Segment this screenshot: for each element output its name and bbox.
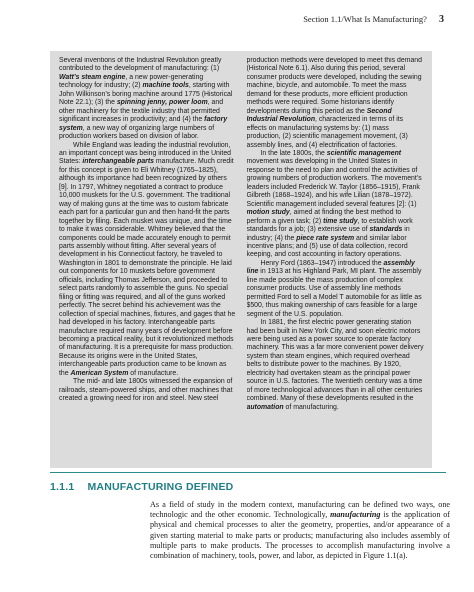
key-term: Second Industrial Revolution bbox=[246, 107, 392, 124]
key-term: interchangeable parts bbox=[82, 158, 154, 166]
text-run: In the late 1800s, the bbox=[260, 149, 327, 157]
key-term: factory system bbox=[59, 116, 228, 132]
text-run: Several inventions of the Industrial Revolution greatly contributed to the development of manufacturing: (1) bbox=[59, 57, 222, 73]
text-run: , a new power-generating technology for industry; (2) bbox=[59, 73, 204, 90]
key-term: machine tools bbox=[142, 82, 189, 90]
text-run: of manufacture. bbox=[128, 369, 179, 377]
section-heading bbox=[50, 481, 233, 493]
key-term: standards bbox=[369, 226, 403, 234]
key-term: automation bbox=[246, 403, 284, 411]
text-run: production methods were developed to meet this demand (Historical Note 6.1). Also during this period, several consumer products were developed, including the sewing machine, bicycle, and automobile. To meet the mass demand for these products, more efficient production methods were required. Some historians identify developments during this period as the bbox=[246, 57, 422, 115]
key-term: Watt’s steam engine bbox=[59, 73, 126, 81]
sidebar-column-left bbox=[59, 57, 237, 464]
text-run: in 1913 at his Highland Park, MI plant. The assembly line made possible the mass production of complex consumer products. Use of assembly line methods permitted Ford to sell a Model T automobile for as little as $500, thus making ownership of cars feasible for a large segment of the U.S. population. bbox=[246, 268, 422, 318]
key-term: spinning jenny, power loom bbox=[116, 99, 208, 107]
key-term: manufacturing bbox=[330, 510, 381, 520]
key-term: time study bbox=[323, 217, 358, 225]
section-title: MANUFACTURING DEFINED bbox=[87, 481, 234, 493]
sidebar-paragraph bbox=[59, 378, 237, 403]
key-term: motion study bbox=[246, 209, 290, 217]
sidebar-column-right bbox=[247, 57, 425, 464]
text-run: and similar labor incentive plans; and (5) use of data collection, record keeping, and cost accounting in factory operations. bbox=[246, 234, 408, 259]
sidebar-paragraph bbox=[247, 260, 425, 319]
sidebar-paragraph bbox=[59, 142, 237, 379]
text-run: in industry; (4) the bbox=[246, 226, 410, 242]
text-run: The mid- and late 1800s witnessed the expansion of railroads, steam-powered ships, and other machines that created a growing need for iron and steel. New steel bbox=[59, 378, 233, 403]
text-run: In 1881, the first electric power generating station had been built in New York City, and soon electric motors were being used as a power source to operate factory machinery. This was a far more convenient power delivery system than steam engines, which required overhead belts to distribute power to the machines. By 1920, electricity had overtaken steam as the principal power source in U.S. factories. The twentieth century was a time of more technological advances than in all other centuries combined. Many of these developments resulted in the bbox=[246, 319, 424, 403]
text-run: manufacture. Much credit for this concept is given to Eli Whitney (1765–1825), although its importance had been recognized by others [9]. In 1797, Whitney negotiated a contract to produce 10,000 muskets for the U.S. government. The traditional way of making guns at the time was to custom fabricate each part for a particular gun and then hand-fit the parts together by filing. Each musket was unique, and the time to make it was considerable. Whitney believed that the components could be made accurately enough to permit parts assembly without fitting. After several years of development in his Connecticut factory, he traveled to Washington in 1801 to demonstrate the principle. He laid out components for 10 muskets before government officials, including Thomas Jefferson, and proceeded to select parts randomly to assemble the guns. No special filing or fitting was required, and all of the guns worked perfectly. The secret behind his achievement was the collection of special machines, fixtures, and gages that he had developed in his factory. Interchangeable parts manufacture required many years of development before becoming a practical reality, but it revolutionized methods of manufacturing. It is a prerequisite for mass production. Because its origins were in the United States, interchangeable parts production came to be known as the bbox=[59, 158, 236, 377]
text-run: is the application of physical and chemical processes to alter the geometry, properties, and/or appearance of a given starting material to make parts or products; manufacturing also includes assembly of multiple parts to make products. The processes to accomplish manufacturing involve a combination of machinery, tools, power, and labor, as depicted in Figure 1.1(a). bbox=[150, 510, 450, 561]
text-run: , a new way of organizing large numbers of production workers based on division of labor. bbox=[59, 124, 215, 141]
text-run: of manufacturing. bbox=[283, 403, 339, 411]
key-term: assembly line bbox=[246, 259, 415, 276]
sidebar-paragraph bbox=[247, 150, 425, 260]
historical-note-sidebar bbox=[50, 51, 432, 468]
text-run: , and other machinery for the textile industry that permitted significant increases in productivity; and (4) the bbox=[59, 99, 224, 124]
key-term: scientific management bbox=[326, 149, 402, 157]
running-head bbox=[303, 14, 444, 25]
text-run: , starting with John Wilkinson’s boring machine around 1775 (Historical Note 22.1); (3) the bbox=[59, 82, 233, 107]
section-number: 1.1.1 bbox=[50, 481, 75, 493]
text-run: movement was developing in the United States in response to the need to plan and control the activities of growing numbers of production workers. The movement’s leaders included Frederick W. Taylor (1856–1915), Frank Gilbreth (1868–1924), and his wife Lilian (1878–1972). Scientific management included several features [2]: (1) bbox=[246, 158, 422, 208]
sidebar-paragraph bbox=[59, 57, 237, 142]
page-number: 3 bbox=[439, 14, 444, 25]
key-term: American System bbox=[70, 369, 129, 377]
body-paragraph bbox=[150, 500, 450, 561]
text-run: As a field of study in the modern context, manufacturing can be defined two ways, one technologic and the other economic. Technologically, bbox=[150, 500, 450, 520]
text-run: While England was leading the industrial revolution, an important concept was being introduced in the United States: bbox=[59, 141, 231, 166]
text-run: , to establish work standards for a job; (3) extensive use of bbox=[246, 217, 413, 234]
text-run: , characterized in terms of its effects on manufacturing systems by: (1) mass production, (2) scientific management movement, (3) assembly lines, and (4) electrification of factories. bbox=[246, 116, 408, 149]
sidebar-paragraph bbox=[247, 319, 425, 412]
section-divider bbox=[50, 472, 446, 473]
running-head-section: Section 1.1/What Is Manufacturing? bbox=[303, 14, 427, 24]
key-term: piece rate system bbox=[296, 234, 355, 242]
text-run: , aimed at finding the best method to perform a given task; (2) bbox=[246, 209, 402, 225]
text-run: Henry Ford (1863–1947) introduced the bbox=[260, 259, 384, 267]
sidebar-paragraph bbox=[247, 57, 425, 150]
